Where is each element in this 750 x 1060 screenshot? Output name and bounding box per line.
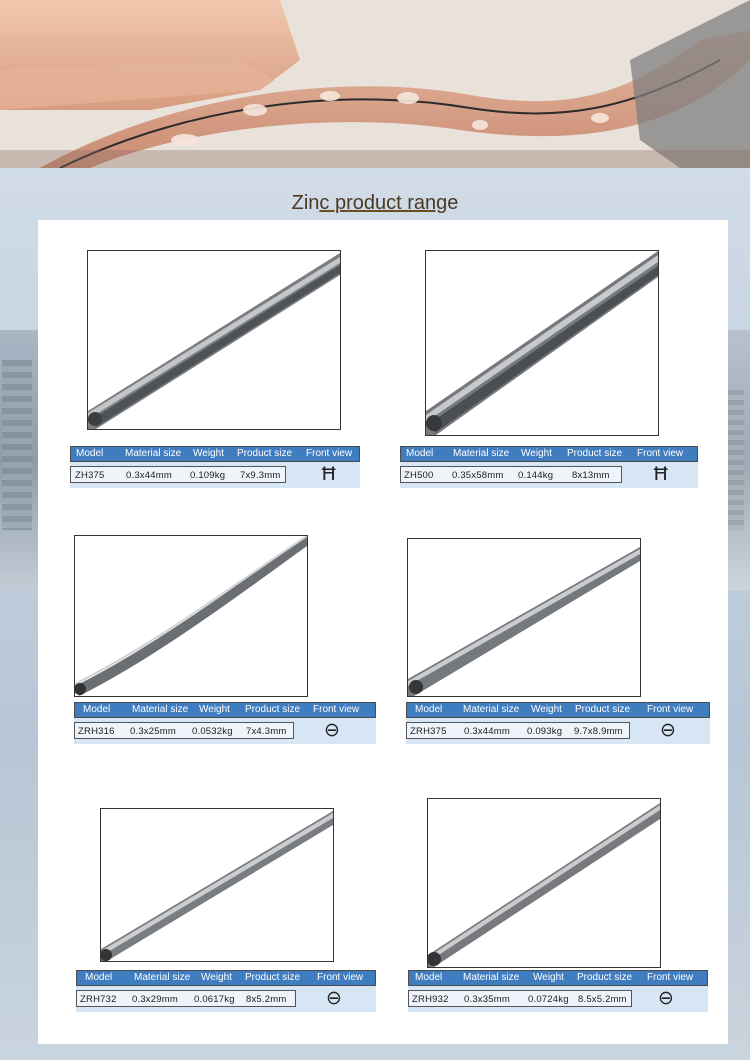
cell-weight: 0.093kg: [527, 726, 563, 737]
spec-table-6: [408, 970, 708, 1014]
h-profile-icon: Ħ: [320, 463, 338, 485]
product-photo-2: [425, 250, 659, 436]
header-front: Front view: [637, 448, 684, 459]
header-front: Front view: [317, 972, 364, 983]
product-photo-5: [100, 808, 334, 962]
header-model: Model: [415, 972, 443, 983]
header-front: Front view: [647, 972, 694, 983]
cell-model: ZRH316: [78, 726, 115, 737]
header-product: Product size: [567, 448, 623, 459]
cell-model: ZH375: [75, 470, 105, 481]
cell-model: ZRH375: [410, 726, 447, 737]
product-panel: [38, 220, 728, 1044]
spec-header: [400, 446, 698, 462]
spec-table-1: [70, 446, 360, 490]
cell-size: 8.5x5.2mm: [578, 994, 627, 1005]
cell-size: 9.7x8.9mm: [574, 726, 623, 737]
cell-size: 7x9.3mm: [240, 470, 281, 481]
header-product: Product size: [577, 972, 633, 983]
header-material: Material size: [463, 972, 520, 983]
spec-row: [70, 462, 360, 488]
header-model: Model: [415, 704, 443, 715]
spec-row: [406, 718, 710, 744]
header-product: Product size: [245, 972, 301, 983]
spec-header: [408, 970, 708, 986]
cell-size: 8x13mm: [572, 470, 610, 481]
page-title: [0, 192, 750, 215]
cell-weight: 0.0532kg: [192, 726, 233, 737]
spec-header: [70, 446, 360, 462]
cell-weight: 0.0617kg: [194, 994, 235, 1005]
header-product: Product size: [237, 448, 293, 459]
background-city-left: [0, 330, 40, 590]
round-h-profile-icon: ⊖: [326, 987, 342, 1009]
hero-photo: [0, 0, 750, 168]
cell-material: 0.35x58mm: [452, 470, 504, 481]
product-photo-1: [87, 250, 341, 430]
cell-weight: 0.144kg: [518, 470, 554, 481]
header-product: Product size: [575, 704, 631, 715]
header-material: Material size: [463, 704, 520, 715]
spec-table-3: [74, 702, 376, 746]
header-weight: Weight: [193, 448, 224, 459]
product-photo-4: [407, 538, 641, 697]
h-profile-icon: Ħ: [652, 463, 670, 485]
cell-material: 0.3x25mm: [130, 726, 176, 737]
cell-material: 0.3x44mm: [126, 470, 172, 481]
header-model: Model: [76, 448, 104, 459]
header-product: Product size: [245, 704, 301, 715]
header-weight: Weight: [533, 972, 564, 983]
cell-weight: 0.109kg: [190, 470, 226, 481]
round-h-profile-icon: ⊖: [324, 719, 340, 741]
cell-weight: 0.0724kg: [528, 994, 569, 1005]
header-material: Material size: [132, 704, 189, 715]
cell-model: ZRH932: [412, 994, 449, 1005]
spec-row: [76, 986, 376, 1012]
spec-table-4: [406, 702, 710, 746]
spec-table-5: [76, 970, 376, 1014]
cell-model: ZH500: [404, 470, 434, 481]
spec-table-2: [400, 446, 698, 490]
header-model: Model: [83, 704, 111, 715]
cell-size: 7x4.3mm: [246, 726, 287, 737]
title-underlined: c product rang: [319, 192, 448, 214]
spec-header: [76, 970, 376, 986]
spec-header: [406, 702, 710, 718]
header-weight: Weight: [201, 972, 232, 983]
header-model: Model: [406, 448, 434, 459]
round-h-profile-icon: ⊖: [658, 987, 674, 1009]
product-photo-6: [427, 798, 661, 968]
cell-material: 0.3x35mm: [464, 994, 510, 1005]
cell-model: ZRH732: [80, 994, 117, 1005]
header-material: Material size: [125, 448, 182, 459]
header-weight: Weight: [199, 704, 230, 715]
header-material: Material size: [453, 448, 510, 459]
header-weight: Weight: [531, 704, 562, 715]
header-front: Front view: [306, 448, 353, 459]
spec-row: [400, 462, 698, 488]
spec-row: [408, 986, 708, 1012]
round-h-profile-icon: ⊖: [660, 719, 676, 741]
product-photo-3: [74, 535, 308, 697]
header-front: Front view: [647, 704, 694, 715]
cell-material: 0.3x44mm: [464, 726, 510, 737]
spec-row: [74, 718, 376, 744]
cell-size: 8x5.2mm: [246, 994, 287, 1005]
header-front: Front view: [313, 704, 360, 715]
spec-header: [74, 702, 376, 718]
title-prefix: Zin: [291, 192, 320, 214]
header-weight: Weight: [521, 448, 552, 459]
title-suffix: e: [447, 192, 459, 214]
header-model: Model: [85, 972, 113, 983]
header-material: Material size: [134, 972, 191, 983]
cell-material: 0.3x29mm: [132, 994, 178, 1005]
